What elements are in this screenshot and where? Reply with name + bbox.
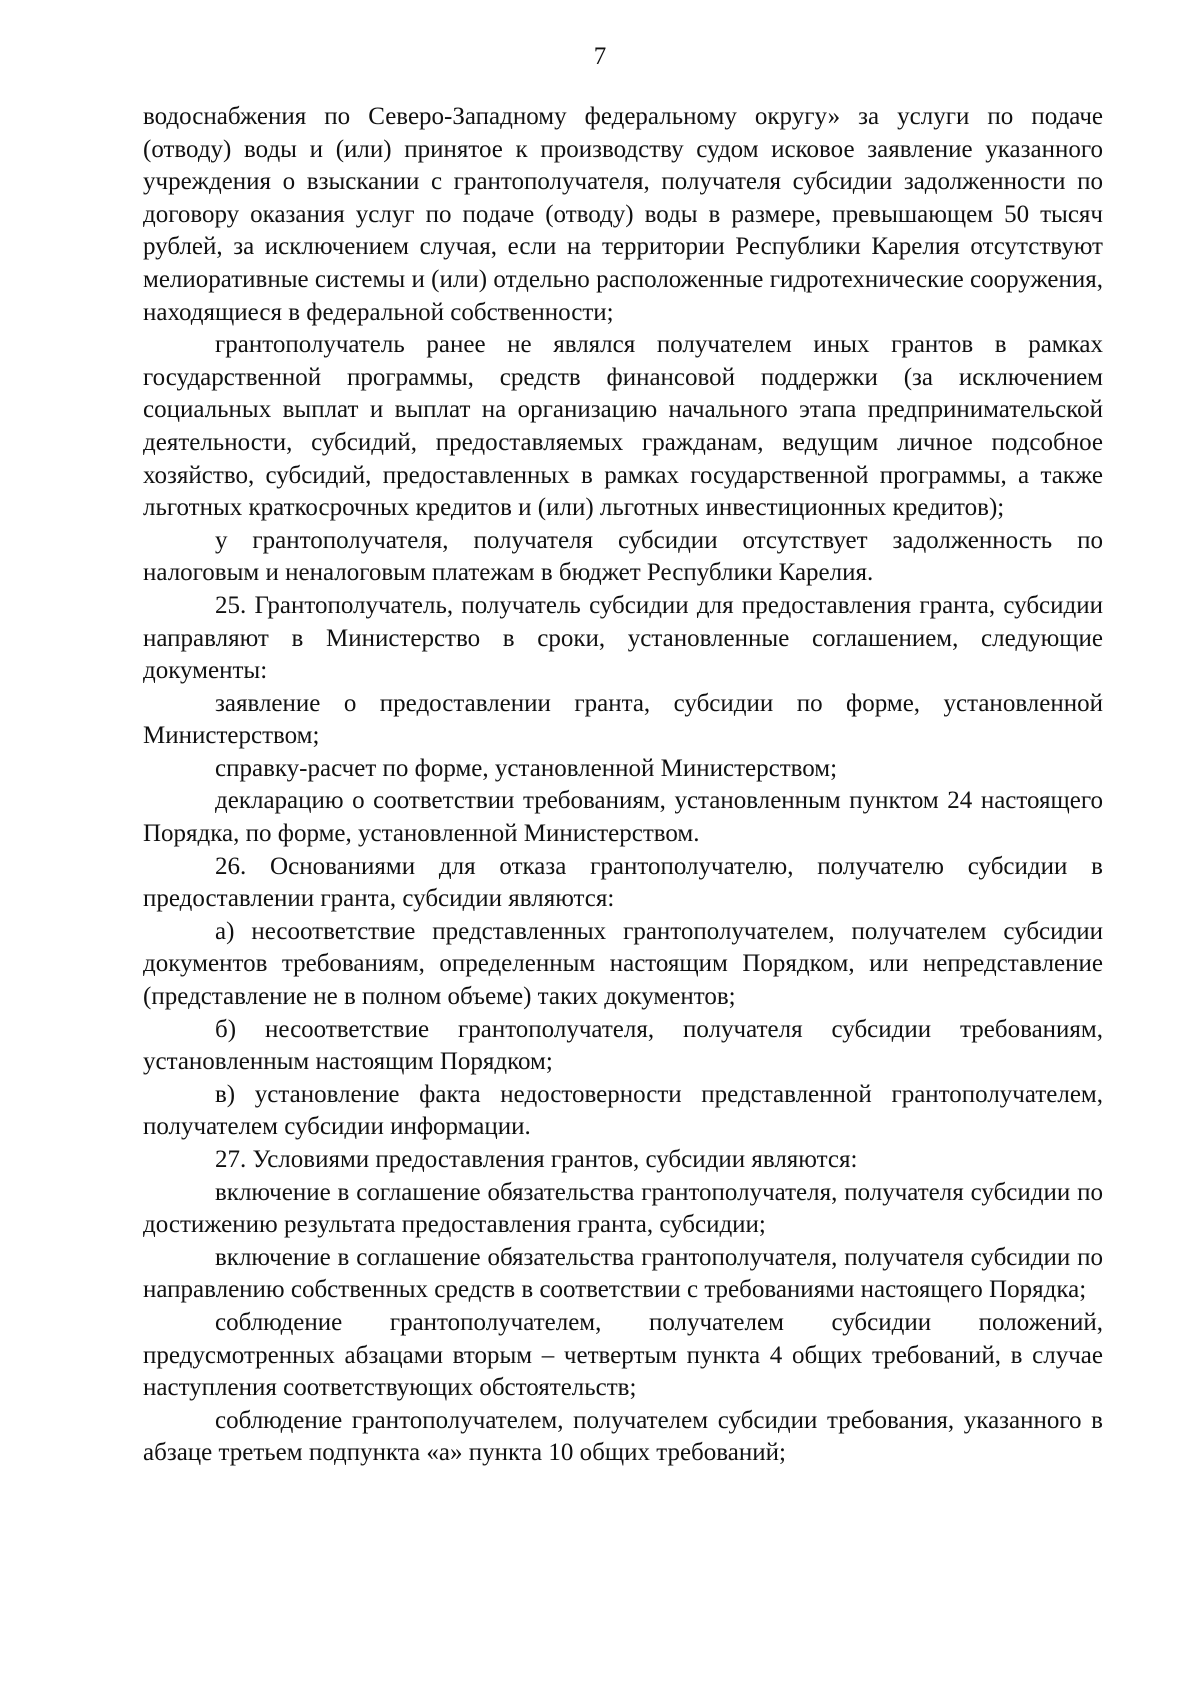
paragraph: включение в соглашение обязательства грантополучателя, получателя субсидии по направлению собственных средств в соответствии с требованиями настоящего Порядка;: [143, 1243, 1103, 1304]
paragraph: 25. Грантополучатель, получатель субсидии для предоставления гранта, субсидии направляют в Министерство в сроки, установленные соглашением, следующие документы:: [143, 591, 1103, 685]
paragraph: у грантополучателя, получателя субсидии отсутствует задолженность по налоговым и неналоговым платежам в бюджет Республики Карелия.: [143, 526, 1103, 587]
paragraph: 27. Условиями предоставления грантов, субсидии являются:: [215, 1146, 858, 1173]
paragraph: соблюдение грантополучателем, получателем субсидии требования, указанного в абзаце третьем подпункта «а» пункта 10 общих требований;: [143, 1406, 1103, 1467]
paragraph: 26. Основаниями для отказа грантополучателю, получателю субсидии в предоставлении гранта, субсидии являются:: [143, 852, 1103, 913]
paragraph: соблюдение грантополучателем, получателем субсидии положений, предусмотренных абзацами вторым – четвертым пункта 4 общих требований, в случае наступления соответствующих обстоятельств;: [143, 1308, 1103, 1402]
page-number: 7: [593, 43, 607, 70]
document-body: [143, 101, 1103, 1470]
paragraph: б) несоответствие грантополучателя, получателя субсидии требованиям, установленным настоящим Порядком;: [143, 1015, 1103, 1076]
paragraph: включение в соглашение обязательства грантополучателя, получателя субсидии по достижению результата предоставления гранта, субсидии;: [143, 1178, 1103, 1239]
paragraph: декларацию о соответствии требованиям, установленным пунктом 24 настоящего Порядка, по форме, установленной Министерством.: [143, 787, 1103, 848]
paragraph: справку-расчет по форме, установленной Министерством;: [215, 754, 838, 782]
paragraph: грантополучатель ранее не являлся получателем иных грантов в рамках государственной программы, средств финансовой поддержки (за исключением социальных выплат и выплат на организацию начального этапа предпринимательской деятельности, субсидий, предоставляемых гражданам, ведущим личное подсобное хозяйство, субсидий, предоставленных в рамках государственной программы, а также льготных краткосрочных кредитов и (или) льготных инвестиционных кредитов);: [143, 331, 1103, 522]
paragraph: водоснабжения по Северо-Западному федеральному округу» за услуги по подаче (отводу) воды и (или) принятое к производству судом исковое заявление указанного учреждения о взыскании с грантополучателя, получателя субсидии задолженности по договору оказания услуг по подаче (отводу) воды в размере, превышающем 50 тысяч рублей, за исключением случая, если на территории Республики Карелия отсутствуют мелиоративные системы и (или) отдельно расположенные гидротехнические сооружения, находящиеся в федеральной собственности;: [143, 103, 1103, 326]
paragraph: в) установление факта недостоверности представленной грантополучателем, получателем субсидии информации.: [143, 1080, 1103, 1141]
paragraph: а) несоответствие представленных грантополучателем, получателем субсидии документов требованиям, определенным настоящим Порядком, или непредставление (представление не в полном объеме) таких документов;: [143, 917, 1103, 1011]
paragraph: заявление о предоставлении гранта, субсидии по форме, установленной Министерством;: [143, 689, 1103, 750]
